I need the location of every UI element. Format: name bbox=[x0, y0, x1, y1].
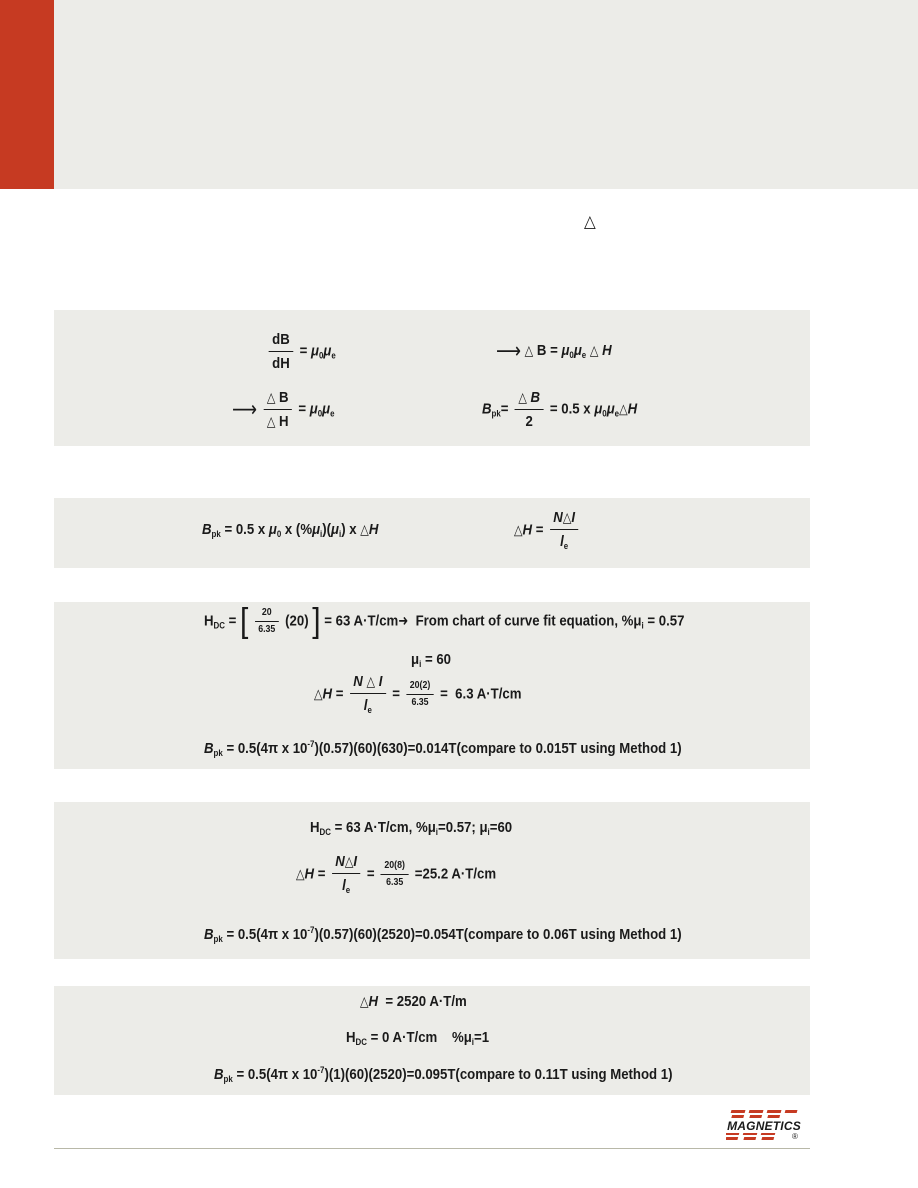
equation-delta-H-general: △H = $\frac{N\triangle I}{l_e}$ bbox=[514, 510, 581, 551]
equation-hdc-2: $H_{DC} = 63$ A·T/cm, $\%\mu_i=0.57$; $\mu_i=60$ bbox=[310, 819, 513, 837]
equation-delta-B: ⟶ △ $B = \mu_0\mu_e$ △ H bbox=[496, 338, 612, 363]
footer-divider bbox=[54, 1148, 810, 1149]
equation-bpk: $B_{pk}=$ $\frac{\triangle B}{2}$ = 0.5 x $\mu_0\mu_e\triangle H$ bbox=[482, 389, 638, 430]
equation-box-example-1 bbox=[54, 602, 810, 769]
equation-mu-i-1: $\mu_i = 60$ bbox=[411, 651, 452, 669]
equation-dB-dH: $\frac{dB}{dH}$ = $\mu_0\mu_e$ bbox=[266, 332, 336, 371]
equation-box-general bbox=[54, 498, 810, 568]
logo-registered-mark: ® bbox=[792, 1132, 798, 1141]
equation-bpk-1: $B_{pk} = 0.5(4\pi$ x $10^{-7})(0.57)(60)(630)=0.014T(compare$ to 0.015T using Method 1) bbox=[204, 739, 682, 758]
equation-box-example-2 bbox=[54, 802, 810, 959]
header-accent-tab bbox=[0, 0, 54, 189]
equation-box-example-3 bbox=[54, 986, 810, 1095]
equation-bpk-2: $B_{pk} = 0.5(4\pi$ x $10^{-7})(0.57)(60)(2520)=0.054T(compare$ to 0.06T using Method 1) bbox=[204, 925, 682, 944]
header-band bbox=[0, 0, 918, 189]
logo-text: MAGNETICS bbox=[716, 1119, 812, 1133]
equation-hdc-1: $H_{DC}$ = [ $\frac{20}{6.35}$ (20) ] = 63 A·T/cm➜ From chart of curve fit equation, $\%\mu_i = 0.57$ bbox=[204, 602, 685, 640]
equation-bpk-3: $B_{pk} = 0.5(4\pi$ x $10^{-7})(1)(60)(2520)=0.095T(compare$ to 0.11T using Method 1) bbox=[214, 1065, 673, 1084]
equation-box-derivation bbox=[54, 310, 810, 446]
equation-delta-H-1: △H = $\frac{N \triangle I}{l_e}$ = $\frac{20(2)}{6.35}$ = 6.3 A·T/cm bbox=[314, 673, 522, 715]
equation-hdc-3: $H_{DC} = 0$ A·T/cm $\%\mu_i=1$ bbox=[346, 1029, 490, 1047]
equation-bpk-general: $B_{pk} = 0.5$ x $\mu_0$ x $(\%\mu_i)(\mu_i)$ x △H bbox=[202, 521, 379, 539]
equation-delta-H-3: △H = 2520 A·T/m bbox=[360, 993, 467, 1010]
delta-symbol: △ bbox=[584, 212, 596, 231]
equation-delta-H-2: △H = $\frac{N\triangle I}{l_e}$ = $\frac{20(8)}{6.35}$ =25.2 A·T/cm bbox=[296, 853, 497, 895]
equation-delta-ratio: ⟶ $\frac{\triangle B}{\triangle H}$ = $\mu_0\mu_e$ bbox=[232, 389, 335, 430]
